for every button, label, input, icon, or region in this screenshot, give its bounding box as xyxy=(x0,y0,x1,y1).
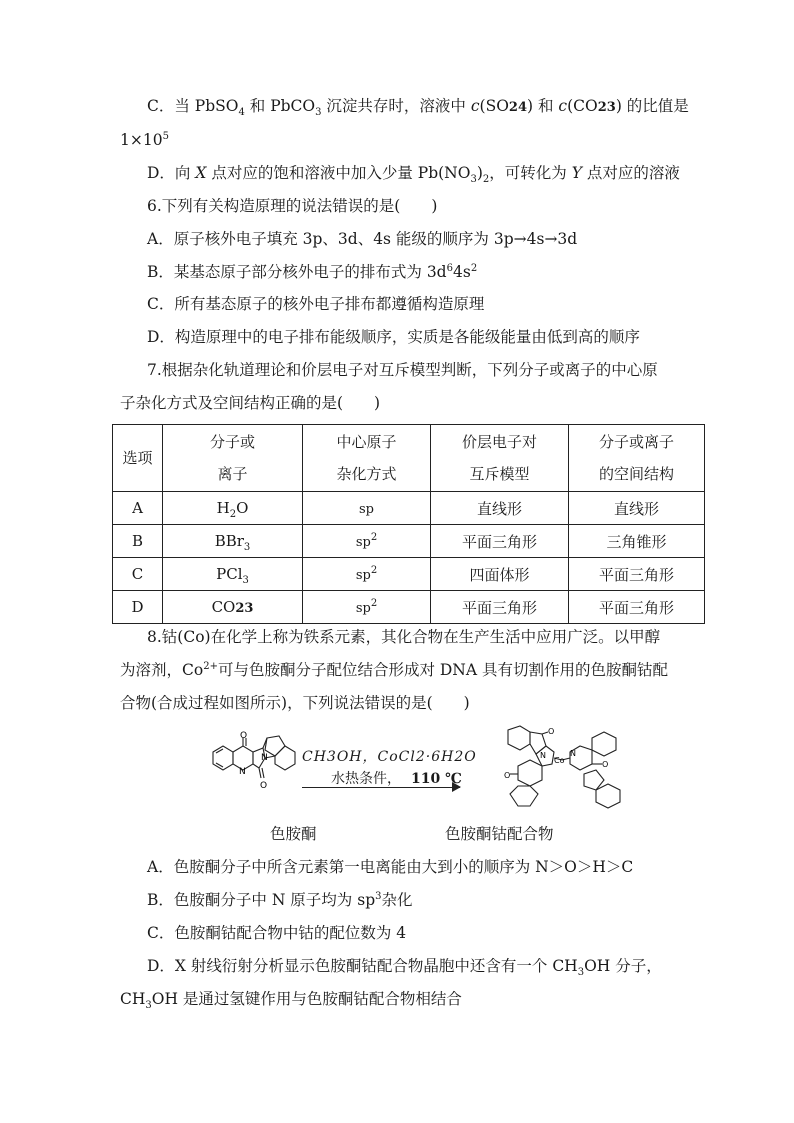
cell-species: CO23 xyxy=(163,591,303,624)
q8-stem-line2: 为溶剂，$Co^{2+}$可与色胺酮分子配位结合形成对 DNA 具有切割作用的色胺酮钴配 xyxy=(120,660,668,679)
cell-vsepr: 直线形 xyxy=(431,492,569,525)
cell-hybridization: sp xyxy=(303,492,431,525)
q7-stem-line2: 子杂化方式及空间结构正确的是( ) xyxy=(120,394,381,412)
header-species: 分子或 离子 xyxy=(163,425,303,492)
cell-option: D xyxy=(113,591,163,624)
header-hybridization: 中心原子 杂化方式 xyxy=(303,425,431,492)
q8-option-b: B．色胺酮分子中 N 原子均为 $sp^3$杂化 xyxy=(147,890,413,909)
q6-stem: 6.下列有关构造原理的说法错误的是( ) xyxy=(147,197,438,215)
q8-option-a: A．色胺酮分子中所含元素第一电离能由大到小的顺序为 N＞O＞H＞C xyxy=(147,858,634,876)
q6-option-d: D．构造原理中的电子排布能级顺序，实质是各能级能量由低到高的顺序 xyxy=(147,328,640,346)
atom-label: O xyxy=(548,727,555,736)
table-header-row xyxy=(113,425,705,492)
reaction-arrow xyxy=(302,787,460,788)
table-row xyxy=(113,558,705,591)
q8-stem-line1: 8.钴(Co)在化学上称为铁系元素，其化合物在生产生活中应用广泛。以甲醇 xyxy=(147,628,661,646)
q8-option-d-line1: D．X 射线衍射分析显示色胺酮钴配合物晶胞中还含有一个 $CH_3OH$ 分子， xyxy=(147,957,662,979)
cell-option: C xyxy=(113,558,163,591)
reaction-condition-temperature: 水热条件， 110 ℃ xyxy=(331,771,462,787)
cell-vsepr: 平面三角形 xyxy=(431,525,569,558)
label-cobalt-complex: 色胺酮钴配合物 xyxy=(445,825,554,843)
label-tryptanthrin: 色胺酮 xyxy=(270,825,317,843)
cell-option: B xyxy=(113,525,163,558)
atom-label: N xyxy=(570,749,576,758)
cell-vsepr: 平面三角形 xyxy=(431,591,569,624)
q6-option-b: B．某基态原子部分核外电子的排布式为 $3d^64s^2$ xyxy=(147,262,478,281)
cell-hybridization: $sp^2$ xyxy=(303,525,431,558)
q7-options-table xyxy=(112,424,705,624)
atom-label: O xyxy=(260,781,268,791)
header-option: 选项 xyxy=(113,425,163,492)
cell-shape: 直线形 xyxy=(569,492,705,525)
q6-option-a: A．原子核外电子填充 3p、3d、4s 能级的顺序为 3p→4s→3d xyxy=(147,230,578,248)
cell-shape: 三角锥形 xyxy=(569,525,705,558)
cell-vsepr: 四面体形 xyxy=(431,558,569,591)
q8-option-c: C．色胺酮钴配合物中钴的配位数为 4 xyxy=(147,924,407,942)
header-shape: 分子或离子 的空间结构 xyxy=(569,425,705,492)
q6-option-c: C．所有基态原子的核外电子排布都遵循构造原理 xyxy=(147,295,485,313)
cell-species: BBr$_3$ xyxy=(163,525,303,558)
reaction-arrow-head xyxy=(452,782,461,792)
table-row xyxy=(113,591,705,624)
cell-shape: 平面三角形 xyxy=(569,558,705,591)
cell-option: A xyxy=(113,492,163,525)
q5-option-c-line1: C．当 PbSO$_4$ 和 PbCO$_3$ 沉淀共存时，溶液中 c(SO24) 和 c(CO23) 的比值是 xyxy=(147,97,689,119)
atom-label: N xyxy=(239,767,246,777)
atom-label: Co xyxy=(554,756,565,765)
cell-hybridization: $sp^2$ xyxy=(303,558,431,591)
cell-species: $H_2O$ xyxy=(163,492,303,525)
q5-option-d: D．向 X 点对应的饱和溶液中加入少量 $Pb(NO_3)_2$，可转化为 Y 点对应的溶液 xyxy=(147,164,680,186)
table-row xyxy=(113,492,705,525)
reaction-condition-reagents: CH3OH，CoCl2·6H2O xyxy=(302,749,477,765)
q5-option-c-line2: $1\times 10^5$ xyxy=(120,130,169,149)
tryptanthrin-structure xyxy=(205,730,303,792)
atom-label: N xyxy=(540,751,546,760)
q8-stem-line3: 合物(合成过程如图所示)，下列说法错误的是( ) xyxy=(120,694,470,712)
cell-species: PCl$_3$ xyxy=(163,558,303,591)
cell-hybridization: $sp^2$ xyxy=(303,591,431,624)
cobalt-complex-structure xyxy=(488,722,628,814)
atom-label: O xyxy=(240,731,248,741)
atom-label: O xyxy=(504,771,511,780)
table-row xyxy=(113,525,705,558)
atom-label: O xyxy=(602,760,609,769)
q7-stem-line1: 7.根据杂化轨道理论和价层电子对互斥模型判断，下列分子或离子的中心原 xyxy=(147,361,658,379)
header-vsepr: 价层电子对 互斥模型 xyxy=(431,425,569,492)
atom-label: N xyxy=(261,753,268,763)
q8-option-d-line2: $CH_3OH$ 是通过氢键作用与色胺酮钴配合物相结合 xyxy=(120,990,462,1012)
cell-shape: 平面三角形 xyxy=(569,591,705,624)
